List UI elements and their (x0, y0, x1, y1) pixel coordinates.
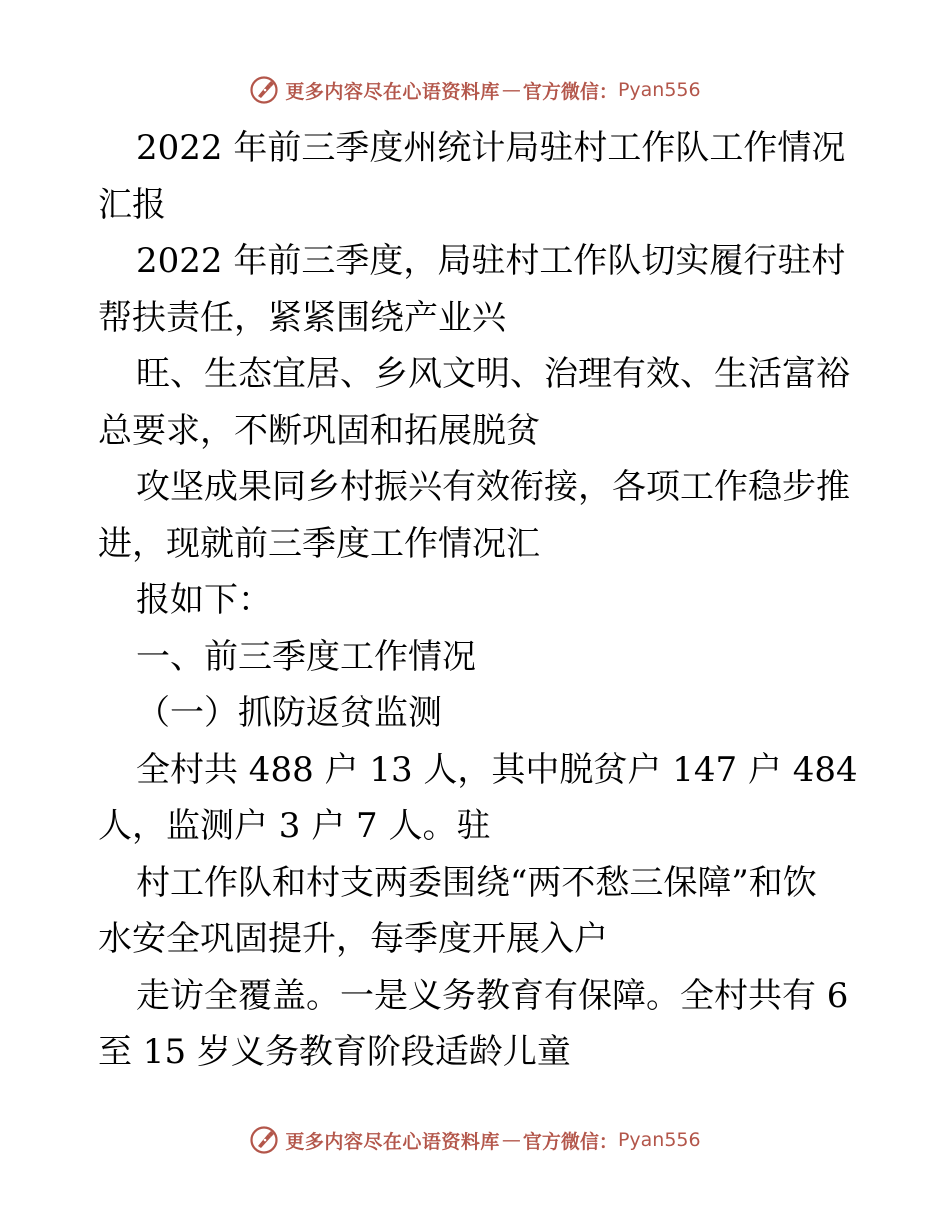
doc-title-line-2: 汇报 (98, 184, 166, 225)
doc-line: 全村共 488 户 13 人，其中脱贫户 147 户 484 (136, 749, 858, 790)
watermark-separator: — (501, 79, 521, 101)
doc-line: 至 15 岁义务教育阶段适龄儿童 (98, 1032, 571, 1072)
doc-line: 帮扶责任，紧紧围绕产业兴 (98, 297, 506, 338)
doc-line: 人，监测户 3 户 7 人。驻 (98, 806, 491, 846)
section-heading: 一、前三季度工作情况 (136, 636, 476, 677)
doc-line: 旺、生态宜居、乡风文明、治理有效、生活富裕 (136, 354, 850, 394)
watermark-handle: Pyan556 (617, 79, 701, 101)
watermark-official-label: 官方微信： (522, 1130, 618, 1153)
watermark-banner-bottom (0, 1120, 950, 1160)
doc-title-line-1: 2022 年前三季度州统计局驻村工作队工作情况 (136, 128, 846, 168)
doc-line: 2022 年前三季度，局驻村工作队切实履行驻村 (136, 241, 846, 281)
doc-line: 村工作队和村支两委围绕“两不愁三保障”和饮 (136, 862, 817, 903)
watermark-banner-top (0, 70, 950, 110)
doc-line: 走访全覆盖。一是义务教育有保障。全村共有 6 (136, 975, 849, 1016)
watermark-official-label: 官方微信： (522, 80, 618, 103)
watermark-handle: Pyan556 (617, 1129, 701, 1151)
doc-line: 进，现就前三季度工作情况汇 (98, 523, 540, 564)
doc-line: 水安全巩固提升，每季度开展入户 (98, 919, 608, 959)
fountain-pen-nib-icon (249, 75, 279, 105)
fountain-pen-nib-icon (249, 1125, 279, 1155)
doc-line: 报如下： (136, 580, 272, 620)
doc-line: 攻坚成果同乡村振兴有效衔接，各项工作稳步推 (136, 467, 850, 507)
watermark-text: 更多内容尽在心语资料库 (285, 80, 500, 103)
document-body (98, 120, 858, 1081)
doc-line: 总要求，不断巩固和拓展脱贫 (98, 410, 540, 451)
subsection-heading: （一）抓防返贫监测 (136, 693, 442, 733)
watermark-separator: — (501, 1129, 521, 1151)
watermark-text: 更多内容尽在心语资料库 (285, 1130, 500, 1153)
